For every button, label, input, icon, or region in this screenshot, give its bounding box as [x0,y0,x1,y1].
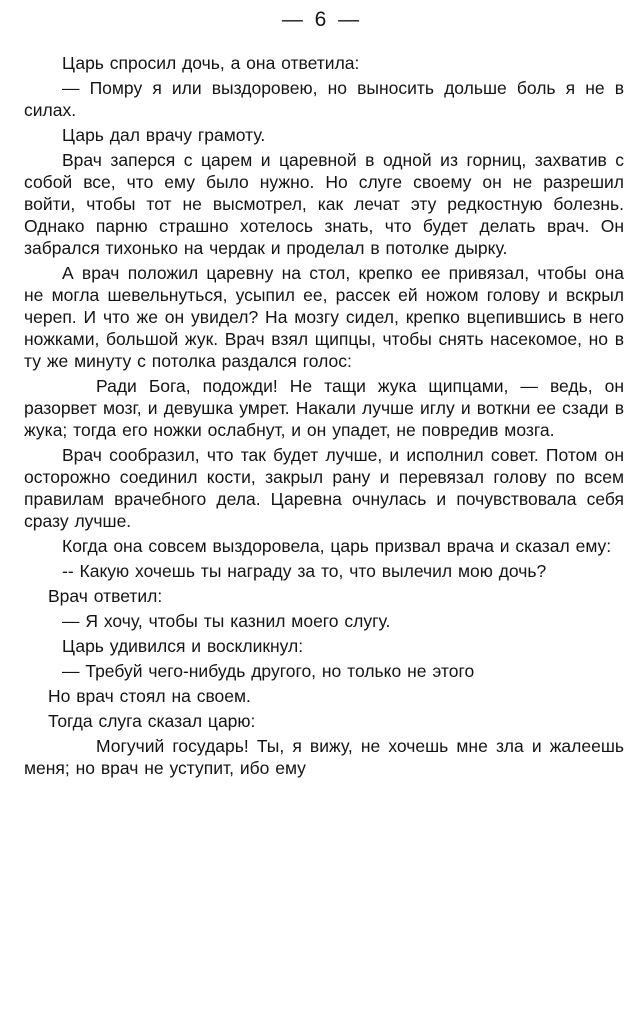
paragraph: Ради Бога, подожди! Не тащи жука щипцами, — ведь, он разорвет мозг, и девушка умрет. Накали лучше иглу и воткни ее сзади в жука; тогда его ножки ослабнут, и он упадет, не повредив мозга. [24,376,624,440]
paragraph: Царь удивился и воскликнул: [62,636,304,656]
paragraph: -- Какую хочешь ты награду за то, что вылечил мою дочь? [62,561,547,581]
body-text [24,52,624,782]
paragraph: Когда она совсем выздоровела, царь призвал врача и сказал ему: [62,536,612,556]
paragraph: Тогда слуга сказал царю: [48,711,256,731]
paragraph: Царь дал врачу грамоту. [62,125,266,145]
paragraph: Царь спросил дочь, а она ответила: [62,53,360,73]
paragraph: Могучий государь! Ты, я вижу, не хочешь мне зла и жалеешь меня; но врач не уступит, ибо ему [24,736,624,778]
paragraph: — Требуй чего-нибудь другого, но только не этого [62,661,475,681]
paragraph: Врач сообразил, что так будет лучше, и исполнил совет. Потом он осторожно соединил кости, закрыл рану и перевязал голову по всем правилам врачебного дела. Царевна очнулась и почувствовала себя сразу лучше. [24,445,624,531]
page-number: — 6 — [281,8,363,31]
paragraph: Врач ответил: [48,586,163,606]
paragraph: А врач положил царевну на стол, крепко ее привязал, чтобы она не могла шевельнуться, усыпил ее, рассек ей ножом голову и вскрыл череп. И что же он увидел? На мозгу сидел, крепко вцепившись в него ножками, большой жук. Врач взял щипцы, чтобы снять насекомое, но в ту же минуту с потолка раздался голос: [24,263,624,371]
paragraph: — Я хочу, чтобы ты казнил моего слугу. [62,611,391,631]
paragraph: — Помру я или выздоровею, но выносить дольше боль я не в силах. [24,78,624,120]
paragraph: Врач заперся с царем и царевной в одной из горниц, захватив с собой все, что ему было нужно. Но слуге своему он не разрешил войти, чтобы тот не высмотрел, как лечат эту редкостную болезнь. Однако парню страшно хотелось знать, что будет делать врач. Он забрался тихонько на чердак и проделал в потолке дырку. [24,150,624,258]
paragraph: Но врач стоял на своем. [48,686,251,706]
